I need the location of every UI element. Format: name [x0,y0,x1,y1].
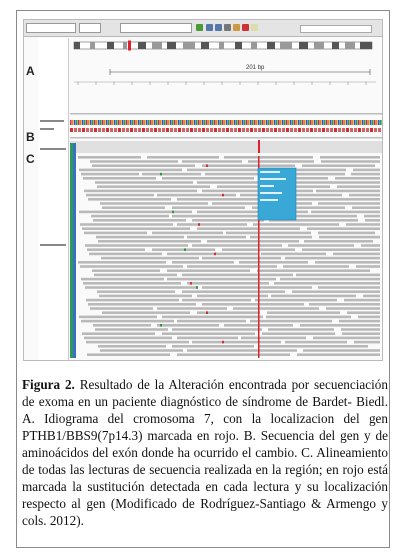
popup-icon[interactable] [251,24,258,31]
panel-label-c: C [26,152,35,166]
refresh-icon[interactable] [233,24,240,31]
close-icon[interactable] [242,24,249,31]
chromosome-select[interactable] [79,23,101,33]
alignment-reads [78,156,380,356]
panel-label-b: B [26,130,35,144]
genome-select[interactable] [26,23,76,33]
gene-location-marker [128,41,131,51]
track-area [70,38,382,360]
chromosome-ideogram [74,41,372,51]
read-info-popup [258,168,296,220]
forward-icon[interactable] [215,24,222,31]
scale-label: 201 bp [246,65,265,71]
caption-text: Resultado de la Alteración encontrada por secuenciación de exoma en un paciente diagnóstico de síndrome de Bardet- Biedl. A. Idiograma del cromosoma 7, con la localizacion del gen PTHB1/BBS9(7p14.3) marcada en rojo. B. Secuencia del gen y de aminoácidos del exón donde ha ocurrido el cambio. C. Alineamiento de todas las lecturas de secuencia realizada en la región; en rojo está marcada la sustitución detectada en cada lectura y su localización respecto al gen (Modificado de Rodríguez-Santiago & Armengo y cols. 2012). [22,377,388,528]
track-names [38,38,69,360]
figure-caption [22,376,388,529]
back-icon[interactable] [206,24,213,31]
ruler [74,65,376,85]
figure-frame [16,10,390,548]
home-icon[interactable] [224,24,231,31]
zoom-slider[interactable] [300,25,372,33]
coverage-track [70,141,382,153]
go-icon[interactable] [196,24,203,31]
caption-label: Figura 2. [22,377,75,392]
sequence-track [70,120,382,139]
genome-browser-screenshot [23,19,383,361]
panel-label-a: A [26,64,35,78]
locus-input[interactable] [120,23,192,33]
tracks-svg [70,38,382,360]
toolbar [24,20,382,37]
